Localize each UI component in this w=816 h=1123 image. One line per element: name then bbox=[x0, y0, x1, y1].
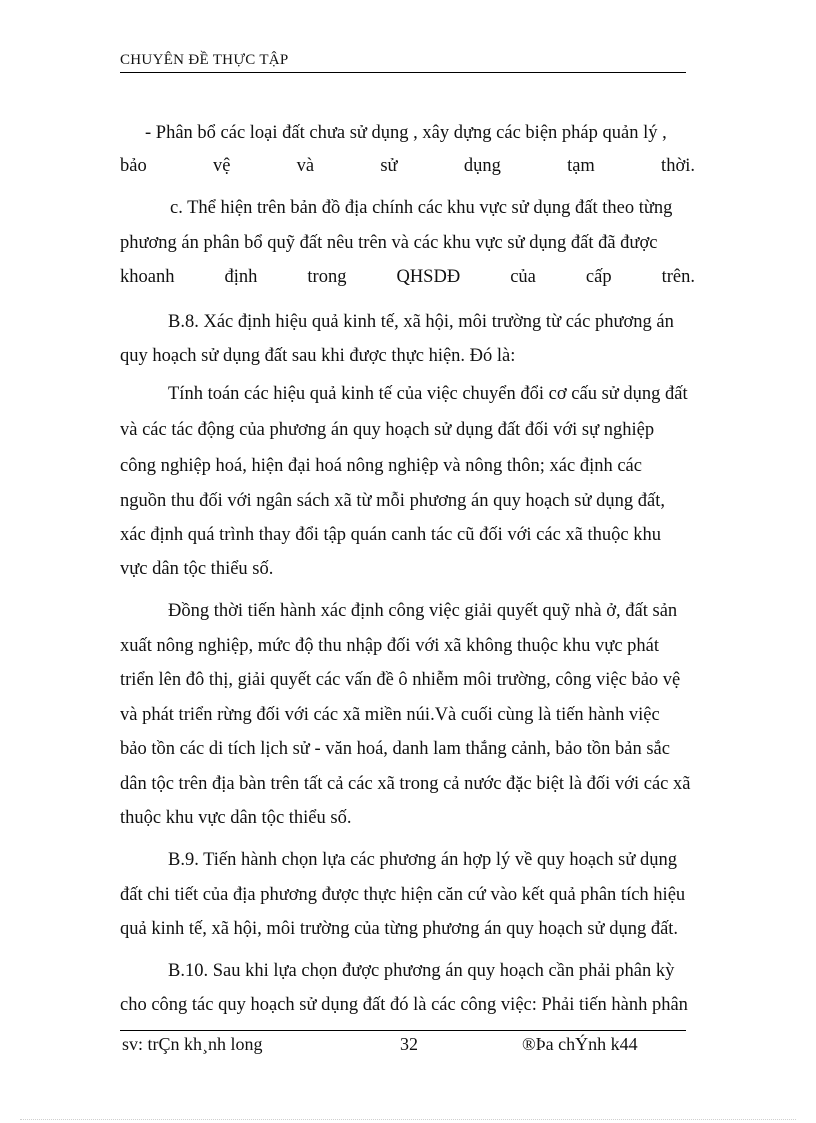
body-line: khoanh định trong QHSDĐ của cấp trên. bbox=[120, 267, 695, 287]
body-line: nguồn thu đối với ngân sách xã từ mỗi phương án quy hoạch sử dụng đất, bbox=[120, 491, 665, 511]
body-line: B.8. Xác định hiệu quả kinh tế, xã hội, môi trường từ các phương án bbox=[168, 312, 674, 332]
footer-author: sv: trÇn kh¸nh long bbox=[122, 1034, 263, 1054]
footer-department: ®Þa chÝnh k44 bbox=[522, 1034, 638, 1054]
body-line: c. Thể hiện trên bản đồ địa chính các khu vực sử dụng đất theo từng bbox=[170, 198, 673, 218]
footer-rule bbox=[120, 1030, 686, 1031]
body-line: B.9. Tiến hành chọn lựa các phương án hợp lý về quy hoạch sử dụng bbox=[168, 850, 677, 870]
body-line: và các tác động của phương án quy hoạch sử dụng đất đối với sự nghiệp bbox=[120, 420, 655, 440]
page-edge-divider bbox=[20, 1119, 796, 1120]
body-line: thuộc khu vực dân tộc thiểu số. bbox=[120, 808, 352, 828]
body-line: đất chi tiết của địa phương được thực hiện căn cứ vào kết quả phân tích hiệu bbox=[120, 885, 686, 905]
header-rule bbox=[120, 72, 686, 73]
body-line: dân tộc trên địa bàn trên tất cả các xã trong cả nước đặc biệt là đối với các xã bbox=[120, 774, 691, 794]
body-line: B.10. Sau khi lựa chọn được phương án quy hoạch cần phải phân kỳ bbox=[168, 961, 675, 981]
page-number: 32 bbox=[400, 1034, 418, 1054]
body-line: và phát triển rừng đối với các xã miền núi.Và cuối cùng là tiến hành việc bbox=[120, 705, 660, 725]
body-line: - Phân bổ các loại đất chưa sử dụng , xây dựng các biện pháp quản lý , bbox=[145, 123, 667, 143]
body-line: xác định quá trình thay đổi tập quán canh tác cũ đối với các xã thuộc khu bbox=[120, 525, 661, 545]
body-line: Đồng thời tiến hành xác định công việc giải quyết quỹ nhà ở, đất sản bbox=[168, 601, 678, 621]
body-line: bảo tồn các di tích lịch sử - văn hoá, danh lam thắng cảnh, bảo tồn bản sắc bbox=[120, 739, 670, 759]
body-line: bảo vệ và sử dụng tạm thời. bbox=[120, 156, 695, 176]
body-line: phương án phân bổ quỹ đất nêu trên và các khu vực sử dụng đất đã được bbox=[120, 233, 658, 253]
body-line: quả kinh tế, xã hội, môi trường của từng phương án quy hoạch sử dụng đất. bbox=[120, 919, 679, 939]
body-line: xuất nông nghiệp, mức độ thu nhập đối với xã không thuộc khu vực phát bbox=[120, 636, 660, 656]
body-line: cho công tác quy hoạch sử dụng đất đó là các công việc: Phải tiến hành phân bbox=[120, 995, 688, 1015]
body-line: vực dân tộc thiểu số. bbox=[120, 559, 274, 579]
body-line: quy hoạch sử dụng đất sau khi được thực hiện. Đó là: bbox=[120, 346, 516, 366]
body-line: Tính toán các hiệu quả kinh tế của việc chuyển đổi cơ cấu sử dụng đất bbox=[168, 384, 688, 404]
body-line: triển lên đô thị, giải quyết các vấn đề ô nhiễm môi trường, công việc bảo vệ bbox=[120, 670, 681, 690]
page-header-title: CHUYÊN ĐỀ THỰC TẬP bbox=[120, 52, 289, 68]
body-line: công nghiệp hoá, hiện đại hoá nông nghiệp và nông thôn; xác định các bbox=[120, 456, 642, 476]
